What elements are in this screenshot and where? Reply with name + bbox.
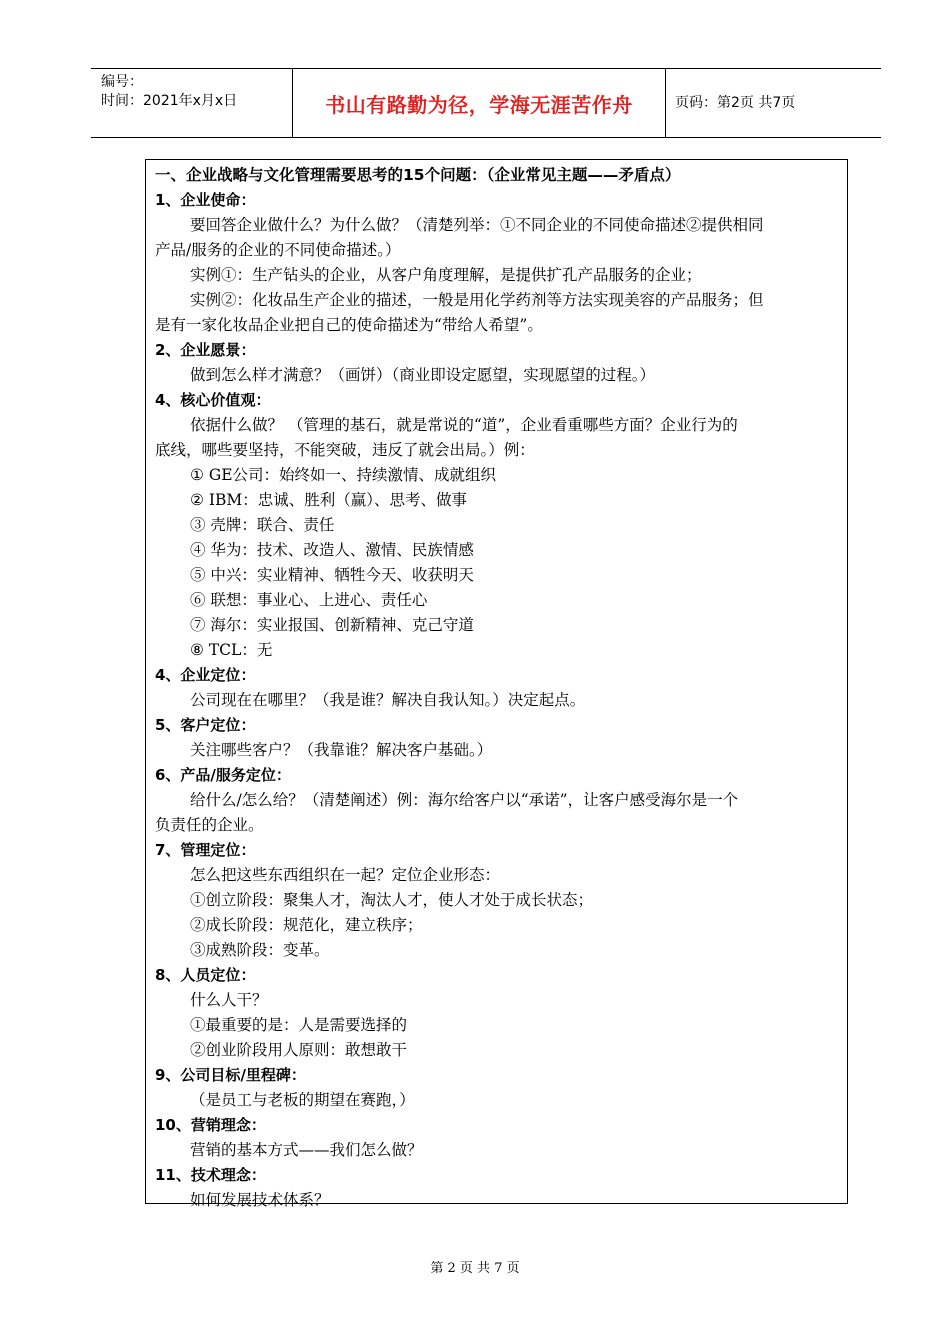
list-item: ② IBM：忠诚、胜利（赢）、思考、做事	[190, 491, 467, 509]
list-item: ①创立阶段：聚集人才，淘汰人才，使人才处于成长状态；	[190, 891, 594, 909]
header-motto: 书山有路勤为径，学海无涯苦作舟	[325, 92, 633, 117]
paragraph: 要回答企业做什么？为什么做？（清楚列举：①不同企业的不同使命描述②提供相同	[190, 216, 764, 234]
heading-technology: 11、技术理念：	[155, 1166, 266, 1184]
list-item: ⑥ 联想：事业心、上进心、责任心	[190, 591, 428, 609]
list-item: ⑧ TCL：无	[190, 641, 273, 659]
paragraph: （是员工与老板的期望在赛跑，）	[190, 1091, 415, 1109]
paragraph: 怎么把这些东西组织在一起？定位企业形态：	[190, 866, 501, 884]
list-item: ⑦ 海尔：实业报国、创新精神、克己守道	[190, 616, 474, 634]
content-box	[145, 159, 848, 1209]
page-footer: 第 2 页 共 7 页	[430, 1261, 520, 1276]
section-title: 一、企业战略与文化管理需要思考的15个问题：（企业常见主题——矛盾点）	[155, 166, 681, 184]
heading-product: 6、产品/服务定位：	[155, 766, 291, 784]
heading-positioning: 4、企业定位：	[155, 666, 256, 684]
list-item: ① GE公司：始终如一、持续激情、成就组织	[190, 466, 497, 484]
paragraph: 实例②：化妆品生产企业的描述，一般是用化学药剂等方法实现美容的产品服务；但	[190, 291, 764, 309]
paragraph: 什么人干？	[190, 991, 268, 1009]
list-item: ②成长阶段：规范化，建立秩序；	[190, 916, 423, 934]
list-item: ②创业阶段用人原则：敢想敢干	[190, 1041, 408, 1059]
heading-marketing: 10、营销理念：	[155, 1116, 266, 1134]
header-page-number: 页码：第2页 共7页	[675, 95, 796, 111]
paragraph: 底线，哪些要坚持，不能突破，违反了就会出局。）例：	[155, 441, 535, 459]
content-body	[155, 163, 843, 1213]
list-item: ③成熟阶段：变革。	[190, 941, 330, 959]
paragraph: 做到怎么样才满意？（画饼）（商业即设定愿望，实现愿望的过程。）	[190, 366, 656, 384]
heading-vision: 2、企业愿景：	[155, 341, 256, 359]
heading-mission: 1、企业使命：	[155, 191, 256, 209]
paragraph: 给什么/怎么给？（清楚阐述）例：海尔给客户以“承诺”，让客户感受海尔是一个	[190, 791, 739, 809]
paragraph: 是有一家化妆品企业把自己的使命描述为“带给人希望”。	[155, 316, 543, 334]
paragraph: 负责任的企业。	[155, 816, 264, 834]
list-item: ③ 壳牌：联合、责任	[190, 516, 335, 534]
doc-time-label: 时间：2021年x月x日	[101, 93, 238, 109]
list-item: ⑤ 中兴：实业精神、牺牲今天、收获明天	[190, 566, 474, 584]
heading-personnel: 8、人员定位：	[155, 966, 256, 984]
heading-customer: 5、客户定位：	[155, 716, 256, 734]
heading-core-values: 4、核心价值观：	[155, 391, 271, 409]
doc-number-label: 编号：	[101, 74, 143, 90]
paragraph: 公司现在在哪里？（我是谁？解决自我认知。）决定起点。	[190, 691, 586, 709]
paragraph: 营销的基本方式——我们怎么做？	[190, 1141, 423, 1159]
header-page-cell	[665, 69, 881, 137]
paragraph: 实例①：生产钻头的企业，从客户角度理解，是提供扩孔产品服务的企业；	[190, 266, 702, 284]
header-meta-cell	[91, 69, 292, 137]
paragraph: 依据什么做？ （管理的基石，就是常说的“道”，企业看重哪些方面？企业行为的	[190, 416, 738, 434]
list-item: ①最重要的是：人是需要选择的	[190, 1016, 408, 1034]
heading-management: 7、管理定位：	[155, 841, 256, 859]
paragraph: 关注哪些客户？（我靠谁？解决客户基础。）	[190, 741, 493, 759]
header-motto-cell	[292, 69, 666, 137]
heading-goals: 9、公司目标/里程碑：	[155, 1066, 306, 1084]
list-item: ④ 华为：技术、改造人、激情、民族情感	[190, 541, 474, 559]
page-header	[91, 68, 881, 138]
paragraph: 产品/服务的企业的不同使命描述。）	[155, 241, 401, 259]
paragraph: 如何发展技术体系？	[190, 1191, 330, 1209]
